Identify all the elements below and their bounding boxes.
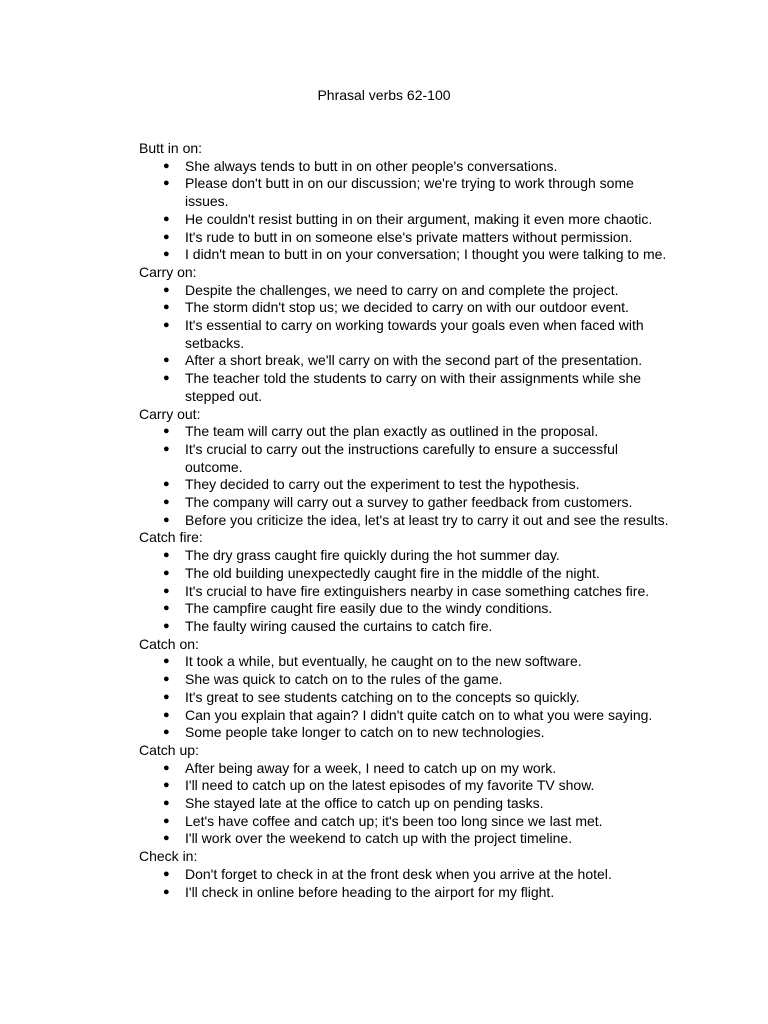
bullet-icon: ● <box>163 301 170 314</box>
section-term: Carry out: <box>139 405 201 422</box>
list-item: ● Despite the challenges, we need to carry on and complete the project. <box>163 281 619 298</box>
bullet-icon: ● <box>163 319 170 332</box>
document-content <box>139 140 679 901</box>
list-item: ● It's rude to butt in on someone else's private matters without permission. <box>163 228 633 245</box>
bullet-icon: ● <box>163 797 170 810</box>
list-item: ● Don't forget to check in at the front desk when you arrive at the hotel. <box>163 865 612 882</box>
section-catch-up <box>139 742 679 848</box>
list-item: ● It's crucial to have fire extinguishers nearby in case something catches fire. <box>163 582 650 599</box>
section-term: Catch up: <box>139 741 199 758</box>
section-butt-in-on <box>139 140 679 264</box>
bullet-icon: ● <box>163 708 170 721</box>
list-item: ● Please don't butt in on our discussion; we're trying to work through some issues. <box>163 175 634 210</box>
list-item: ● The dry grass caught fire quickly during the hot summer day. <box>163 547 560 564</box>
bullet-icon: ● <box>163 159 170 172</box>
section-term: Check in: <box>139 848 198 865</box>
bullet-icon: ● <box>163 690 170 703</box>
section-term: Butt in on: <box>139 140 203 156</box>
list-item: ● The campfire caught fire easily due to the windy conditions. <box>163 600 553 617</box>
list-item: ● The teacher told the students to carry on with their assignments while she stepped out. <box>163 370 642 404</box>
example-list <box>139 547 679 636</box>
bullet-icon: ● <box>163 513 170 526</box>
bullet-icon: ● <box>163 496 170 509</box>
example-list <box>139 282 679 406</box>
bullet-icon: ● <box>163 779 170 792</box>
list-item: ● It took a while, but eventually, he caught on to the new software. <box>163 653 582 670</box>
list-item: ● The team will carry out the plan exactly as outlined in the proposal. <box>163 423 599 440</box>
section-catch-on <box>139 636 679 742</box>
list-item: ● It's essential to carry on working towards your goals even when faced with setbacks. <box>163 317 644 351</box>
section-term: Carry on: <box>139 263 197 280</box>
list-item: ● She was quick to catch on to the rules of the game. <box>163 671 503 688</box>
list-item: ● Let's have coffee and catch up; it's been too long since we last met. <box>163 812 603 829</box>
bullet-icon: ● <box>163 619 170 632</box>
example-list <box>139 866 679 901</box>
list-item: ● I'll check in online before heading to the airport for my flight. <box>163 883 555 900</box>
bullet-icon: ● <box>163 726 170 739</box>
bullet-icon: ● <box>163 602 170 615</box>
list-item: ● The company will carry out a survey to gather feedback from customers. <box>163 494 633 511</box>
list-item: ● It's great to see students catching on to the concepts so quickly. <box>163 688 580 705</box>
bullet-icon: ● <box>163 248 170 261</box>
bullet-icon: ● <box>163 549 170 562</box>
bullet-icon: ● <box>163 478 170 491</box>
bullet-icon: ● <box>163 354 170 367</box>
bullet-icon: ● <box>163 814 170 827</box>
list-item: ● It's crucial to carry out the instructions carefully to ensure a successful outcome. <box>163 440 618 475</box>
list-item: ● The faulty wiring caused the curtains to catch fire. <box>163 617 493 634</box>
list-item: ● The storm didn't stop us; we decided to carry on with our outdoor event. <box>163 299 629 316</box>
list-item: ● Before you criticize the idea, let's at least try to carry it out and see the results. <box>163 511 669 528</box>
list-item: ● I'll need to catch up on the latest episodes of my favorite TV show. <box>163 777 595 794</box>
list-item: ● Some people take longer to catch on to new technologies. <box>163 724 545 741</box>
example-list <box>139 158 679 264</box>
list-item: ● He couldn't resist butting in on their argument, making it even more chaotic. <box>163 210 653 227</box>
bullet-icon: ● <box>163 283 170 296</box>
bullet-icon: ● <box>163 655 170 668</box>
list-item: ● She always tends to butt in on other people's conversations. <box>163 157 558 174</box>
list-item: ● They decided to carry out the experiment to test the hypothesis. <box>163 476 580 493</box>
example-list <box>139 423 679 529</box>
list-item: ● I didn't mean to butt in on your conversation; I thought you were talking to me. <box>163 246 667 263</box>
bullet-icon: ● <box>163 230 170 243</box>
bullet-icon: ● <box>163 584 170 597</box>
bullet-icon: ● <box>163 425 170 438</box>
list-item: ● I'll work over the weekend to catch up with the project timeline. <box>163 830 573 847</box>
example-list <box>139 653 679 742</box>
section-term: Catch on: <box>139 635 199 652</box>
section-check-in <box>139 848 679 901</box>
section-term: Catch fire: <box>139 529 203 546</box>
list-item: ● The old building unexpectedly caught fire in the middle of the night. <box>163 564 600 581</box>
list-item: ● She stayed late at the office to catch up on pending tasks. <box>163 795 544 812</box>
page-title: Phrasal verbs 62-100 <box>317 87 451 103</box>
bullet-icon: ● <box>163 832 170 845</box>
list-item: ● After a short break, we'll carry on with the second part of the presentation. <box>163 352 643 369</box>
section-carry-out <box>139 406 679 530</box>
bullet-icon: ● <box>163 212 170 225</box>
bullet-icon: ● <box>163 673 170 686</box>
bullet-icon: ● <box>163 442 170 455</box>
list-item: ● Can you explain that again? I didn't quite catch on to what you were saying. <box>163 706 653 723</box>
example-list <box>139 760 679 849</box>
bullet-icon: ● <box>163 372 170 385</box>
section-catch-fire <box>139 529 679 635</box>
bullet-icon: ● <box>163 177 170 190</box>
section-carry-on <box>139 264 679 406</box>
bullet-icon: ● <box>163 885 170 898</box>
bullet-icon: ● <box>163 867 170 880</box>
list-item: ● After being away for a week, I need to catch up on my work. <box>163 759 557 776</box>
bullet-icon: ● <box>163 761 170 774</box>
bullet-icon: ● <box>163 566 170 579</box>
